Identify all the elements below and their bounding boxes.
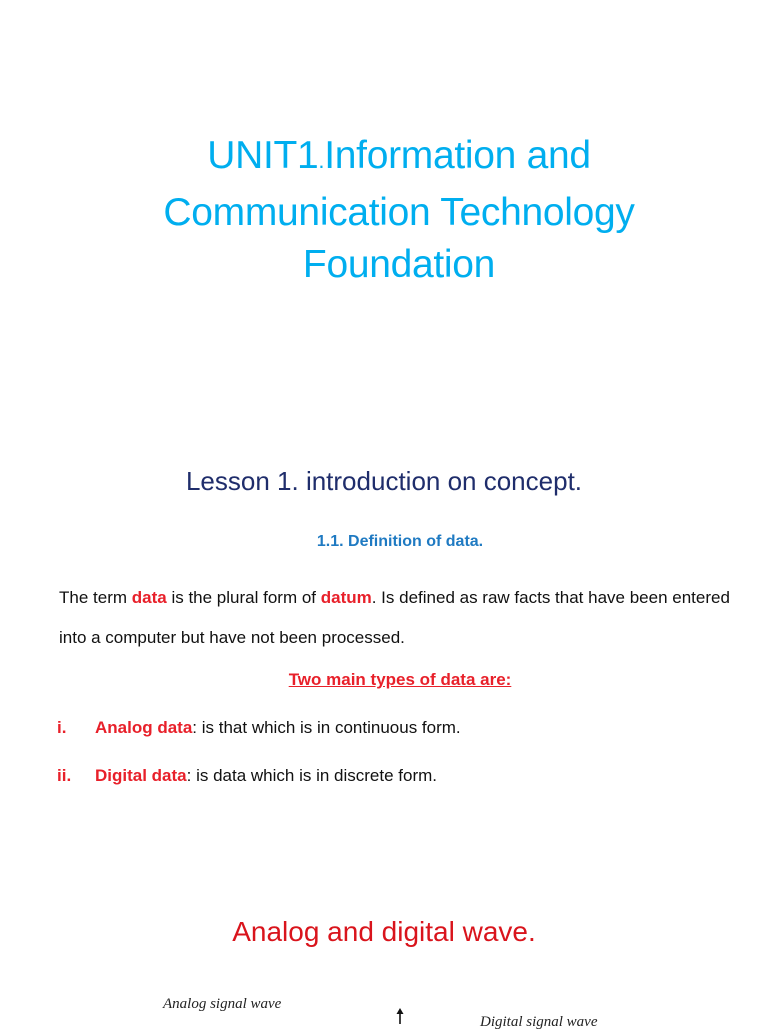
definition-text-1: The term [59,588,132,607]
types-heading: Two main types of data are: [288,670,512,689]
digital-description: : is data which is in discrete form. [186,766,437,785]
unit-title-line2: Communication Technology [163,191,635,234]
axis-arrow-icon [394,1008,406,1024]
analog-wave-caption: Analog signal wave [163,996,282,1012]
analog-description: : is that which is in continuous form. [192,718,461,737]
definition-paragraph [59,578,739,658]
term-data: data [131,588,167,607]
list-marker: i. [57,718,67,737]
term-analog-data: Analog data [95,718,193,737]
list-item-analog [57,716,461,740]
definition-text-2: is the plural form of [166,588,321,607]
unit-prefix: UNIT1 [207,134,319,177]
unit-title [0,130,768,291]
list-marker: ii. [57,766,72,785]
term-datum: datum [320,588,372,607]
unit-dot: . [318,148,325,173]
section-heading: 1.1. Definition of data. [316,533,484,550]
definition-text-3: . Is defined as raw facts that have been entered into a computer but have not been processed. [59,588,730,647]
unit-title-line1: Information and [324,134,591,177]
list-item-digital [57,764,437,788]
unit-title-line3: Foundation [302,243,496,286]
lesson-title: Lesson 1. introduction on concept. [185,466,583,496]
term-digital-data: Digital data [95,766,187,785]
wave-title: Analog and digital wave. [232,916,536,947]
digital-wave-caption: Digital signal wave [480,1014,598,1030]
